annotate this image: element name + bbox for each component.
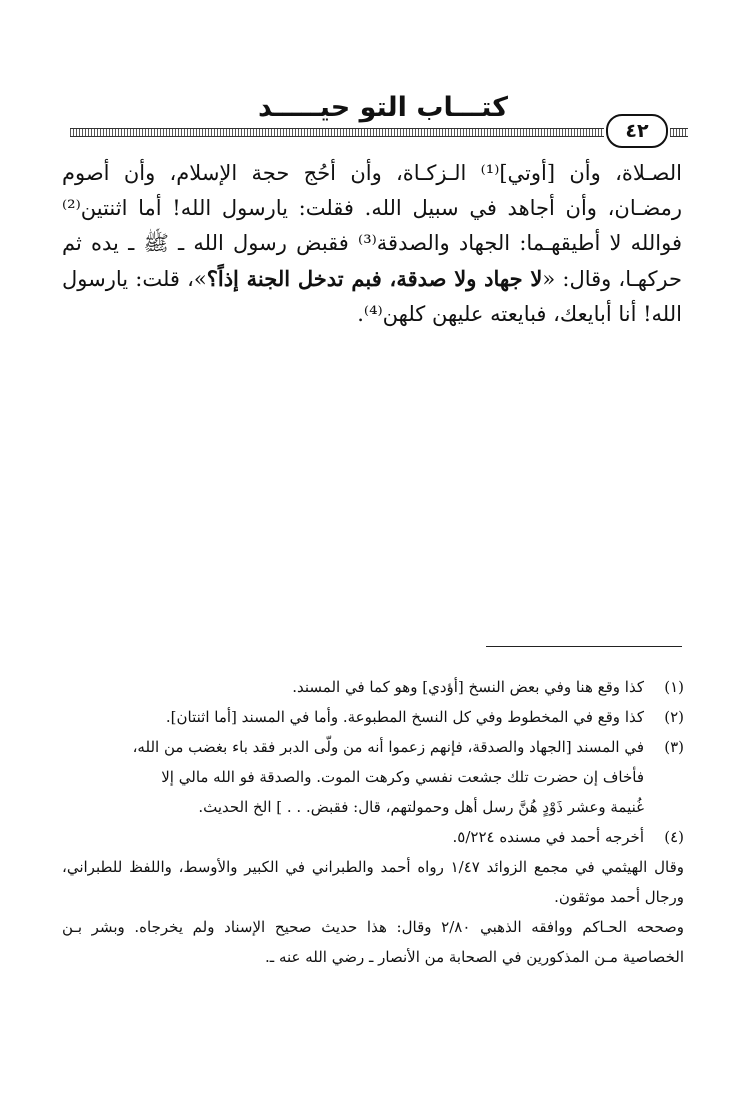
footnote-4 xyxy=(62,822,684,852)
footnote-number: (١) xyxy=(664,678,684,696)
footnote-3 xyxy=(62,732,684,822)
footnote-line: كذا وقع هنا وفي بعض النسخ [أؤدي] وهو كما في المسند. xyxy=(292,678,644,696)
footnote-body xyxy=(62,822,644,852)
main-paragraph xyxy=(62,156,682,332)
header-rule xyxy=(70,128,604,137)
footnote-separator xyxy=(486,646,682,647)
footnote-line: فأخاف إن حضرت تلك جشعت نفسي وكرهت الموت. والصدقة فو الله مالي إلا xyxy=(161,768,644,786)
footnote-1 xyxy=(62,672,684,702)
main-text-part-1: الصـلاة، وأن [أوتي]⁽¹⁾ الـزكـاة، وأن أحُج حجة الإسلام، وأن أصوم رمضـان، وأن أجاهد في سبيل الله. فقلت: يارسول الله! أما اثنتين⁽²⁾ فوالله لا أطيقهـما: الجهاد والصدقة⁽³⁾ فقبض رسول الله ـ ﷺ ـ يده ثم حركهـا، وقال: « xyxy=(62,161,683,291)
footnote-line: غُنيمة وعشر ذَوْدٍ هُنَّ رسل أهل وحمولتهم، قال: فقبض. . . ] الخ الحديث. xyxy=(198,798,644,816)
footnote-line: أخرجه أحمد في مسنده ٥/٢٢٤. xyxy=(452,828,644,846)
header-rule-tail xyxy=(670,128,688,137)
footnote-4-continuation: وصححه الحـاكم ووافقه الذهبي ٢/٨٠ وقال: هذا حديث صحيح الإسناد ولم يخرجاه. وبشر بـن الخصاصية مـن المذكورين في الصحابة من الأنصار ـ رضي الله عنه ـ. xyxy=(62,918,684,966)
footnote-number: (٢) xyxy=(664,708,684,726)
page-number-badge xyxy=(606,114,668,148)
prophet-quote: لا جهاد ولا صدقة، فبم تدخل الجنة إذاً؟ xyxy=(206,266,543,291)
main-text-part-2: »، قلت: يارسول الله! أنا أبايعك، فبايعته عليهن كلهن⁽⁴⁾. xyxy=(62,267,682,326)
footnote-2 xyxy=(62,702,684,732)
footnote-body xyxy=(62,702,644,732)
footnotes xyxy=(62,672,684,972)
footnote-line: في المسند [الجهاد والصدقة، فإنهم زعموا أنه من ولّى الدبر فقد باء بغضب من الله، xyxy=(132,738,644,756)
book-title: كتـــاب التو حيـــــد xyxy=(257,92,508,123)
footnote-body xyxy=(62,672,644,702)
footnote-number: (٤) xyxy=(664,828,684,846)
footnote-number: (٣) xyxy=(664,738,684,756)
main-text xyxy=(62,156,682,332)
footnote-body xyxy=(62,732,644,822)
footnote-4-continuation: وقال الهيثمي في مجمع الزوائد ١/٤٧ رواه أحمد والطبراني في الكبير والأوسط، واللفظ للطبراني، ورجال أحمد موثقون. xyxy=(62,858,684,906)
page-number: ٤٢ xyxy=(625,120,649,142)
footnote-line: كذا وقع في المخطوط وفي كل النسخ المطبوعة. وأما في المسند [أما اثنتان]. xyxy=(165,708,644,726)
page-header xyxy=(58,92,688,154)
